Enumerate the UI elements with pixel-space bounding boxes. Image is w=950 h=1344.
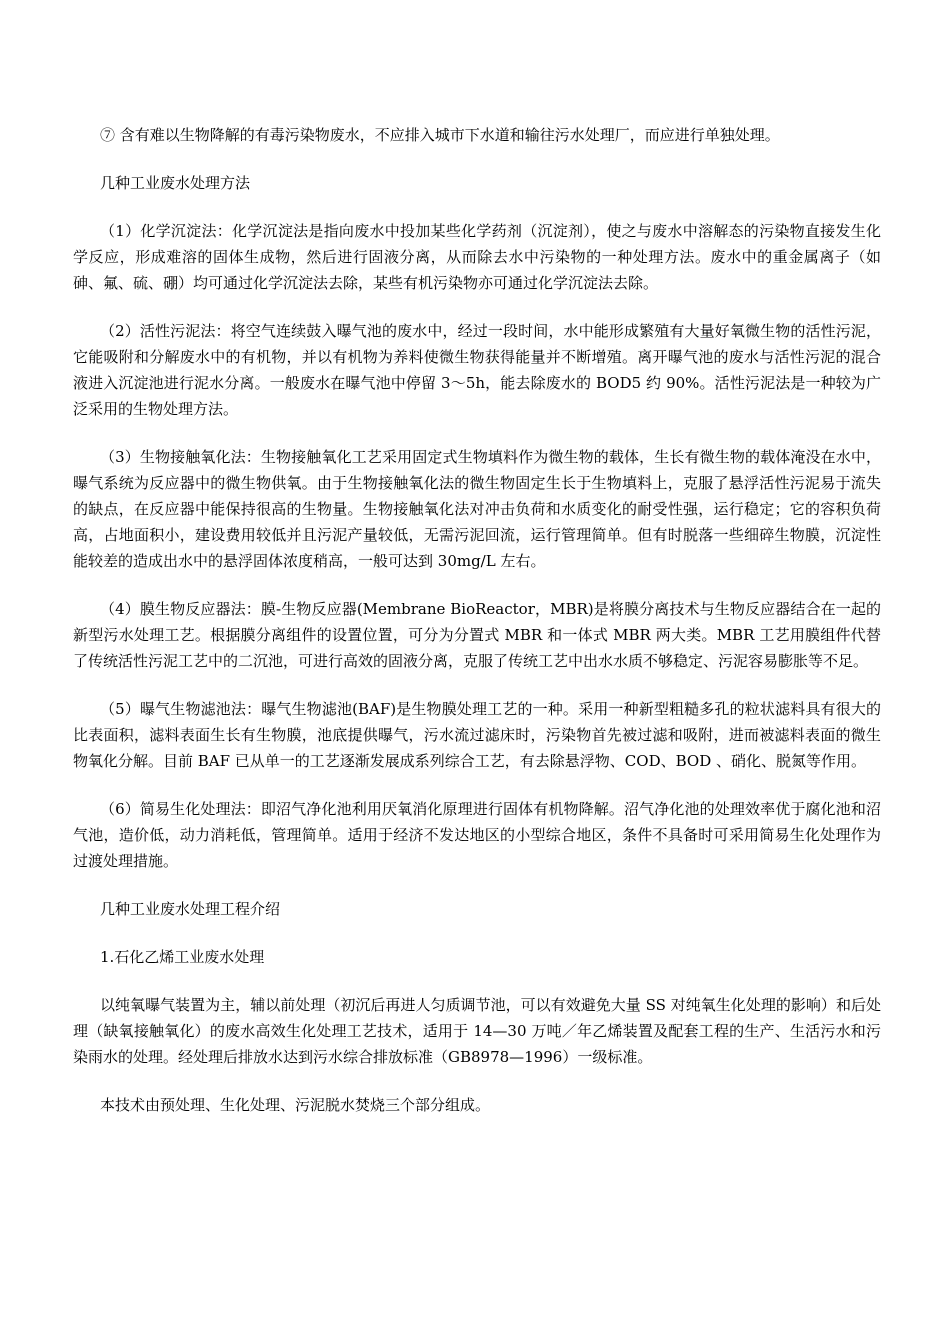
paragraph-biological-aerated-filter: （5）曝气生物滤池法：曝气生物滤池(BAF)是生物膜处理工艺的一种。采用一种新型粗糙多孔的粒状滤料具有很大的比表面积，滤料表面生长有生物膜，池底提供曝气，污水流过滤床时，污染物首先被过滤和吸附，进而被滤料表面的微生物氧化分解。目前 BAF 已从单一的工艺逐渐发展成系列综合工艺，有去除悬浮物、COD、BOD 、硝化、脱氮等作用。	[73, 700, 881, 770]
section-heading-engineering-cases: 几种工业废水处理工程介绍	[100, 900, 281, 918]
paragraph-biological-contact-oxidation: （3）生物接触氧化法：生物接触氧化工艺采用固定式生物填料作为微生物的载体，生长有微生物的载体淹没在水中，曝气系统为反应器中的微生物供氧。由于生物接触氧化法的微生物固定生长于生物填料上，克服了悬浮活性污泥易于流失的缺点，在反应器中能保持很高的生物量。生物接触氧化法对冲击负荷和水质变化的耐受性强，运行稳定；它的容积负荷高，占地面积小，建设费用较低并且污泥产量较低，无需污泥回流，运行管理简单。但有时脱落一些细碎生物膜，沉淀性能较差的造成出水中的悬浮固体浓度稍高，一般可达到 30mg/L 左右。	[73, 448, 881, 570]
paragraph-membrane-bioreactor: （4）膜生物反应器法：膜-生物反应器(Membrane BioReactor，MBR)是将膜分离技术与生物反应器结合在一起的新型污水处理工艺。根据膜分离组件的设置位置，可分为分置式 MBR 和一体式 MBR 两大类。MBR 工艺用膜组件代替了传统活性污泥工艺中的二沉池，可进行高效的固液分离，克服了传统工艺中出水水质不够稳定、污泥容易膨胀等不足。	[73, 600, 881, 670]
paragraph-simple-biochemical: （6）简易生化处理法：即沼气净化池利用厌氧消化原理进行固体有机物降解。沼气净化池的处理效率优于腐化池和沼气池，造价低，动力消耗低，管理简单。适用于经济不发达地区的小型综合地区，条件不具备时可采用简易生化处理作为过渡处理措施。	[73, 800, 881, 870]
paragraph-activated-sludge: （2）活性污泥法：将空气连续鼓入曝气池的废水中，经过一段时间，水中能形成繁殖有大量好氧微生物的活性污泥，它能吸附和分解废水中的有机物，并以有机物为养料使微生物获得能量并不断增殖。离开曝气池的废水与活性污泥的混合液进入沉淀池进行泥水分离。一般废水在曝气池中停留 3～5h，能去除废水的 BOD5 约 90%。活性污泥法是一种较为广泛采用的生物处理方法。	[73, 322, 881, 418]
subheading-petrochemical-ethylene: 1.石化乙烯工业废水处理	[100, 948, 265, 966]
document-body	[73, 122, 881, 1118]
paragraph-chemical-precipitation: （1）化学沉淀法：化学沉淀法是指向废水中投加某些化学药剂（沉淀剂），使之与废水中溶解态的污染物直接发生化学反应，形成难溶的固体生成物，然后进行固液分离，从而除去水中污染物的一种处理方法。废水中的重金属离子（如砷、氟、硫、硼）均可通过化学沉淀法去除，某些有机污染物亦可通过化学沉淀法去除。	[73, 222, 881, 292]
paragraph-technology-components: 本技术由预处理、生化处理、污泥脱水焚烧三个部分组成。	[100, 1096, 491, 1114]
paragraph-pure-oxygen-aeration: 以纯氧曝气装置为主，辅以前处理（初沉后再进人匀质调节池，可以有效避免大量 SS 对纯氧生化处理的影响）和后处理（缺氧接触氧化）的废水高效生化处理工艺技术，适用于 14—30 万吨／年乙烯装置及配套工程的生产、生活污水和污染雨水的处理。经处理后排放水达到污水综合排放标准（GB8978—1996）一级标准。	[73, 996, 881, 1066]
paragraph-untreatable-wastewater: ⑦ 含有难以生物降解的有毒污染物废水，不应排入城市下水道和输往污水处理厂，而应进行单独处理。	[100, 126, 780, 144]
section-heading-treatment-methods: 几种工业废水处理方法	[100, 174, 251, 192]
